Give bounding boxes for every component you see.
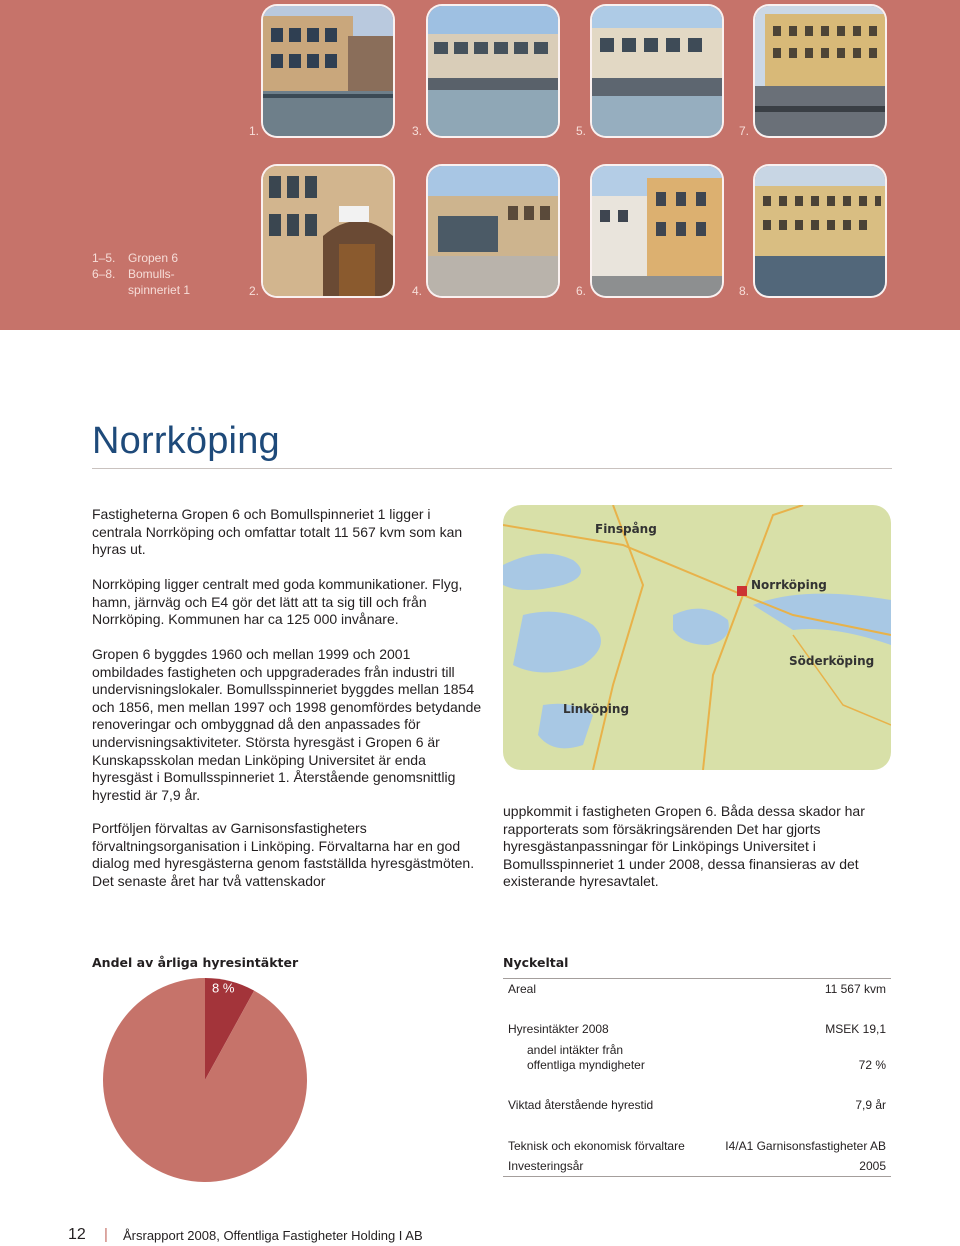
map-label-norrkoping: Norrköping <box>751 578 827 592</box>
row-andel-line1 <box>527 1043 886 1057</box>
pie-slice-1 <box>103 978 307 1182</box>
table-divider <box>503 978 891 979</box>
legend-value: spinneriet 1 <box>128 283 191 297</box>
paragraph-intro: Fastigheterna Gropen 6 och Bomullspinneriet 1 ligger i centrala Norrköping och omfattar totalt 11 567 kvm som kan hyras ut. <box>92 506 463 558</box>
norrkoping-marker <box>737 586 747 596</box>
photo-gropen-1 <box>263 6 393 136</box>
photo-gropen-2 <box>263 166 393 296</box>
table-bottom-rule <box>503 1176 891 1177</box>
rental-share-pie-chart <box>100 975 310 1185</box>
viktad-value: 7,9 år <box>855 1098 886 1112</box>
legend-key <box>92 282 128 298</box>
photo-number-6: 6. <box>576 284 587 298</box>
map-label-finspang: Finspång <box>595 522 657 536</box>
photo-bomull-8 <box>755 166 885 296</box>
paragraph-history: Gropen 6 byggdes 1960 och mellan 1999 och 2001 ombildades fastigheten och uppgraderades från industri till undervisningslokaler. Bomullsspinneriet byggdes mellan 1854 och 1856, men mellan 1997 och 1998 genomfördes betydande renoveringar och ombyggnad då den anpassades för undervisningsaktiviteter. Största hyresgäst i Gropen 6 är Kunskapsskolan medan Linköping Universitet är enda hyresgäst i Bomullsspinneriet 1. Återstående genomsnittlig hyrestid är 7,9 år. <box>92 646 482 803</box>
page-title: Norrköping <box>92 420 280 462</box>
andel-label-1: andel intäkter från <box>527 1043 624 1057</box>
areal-value: 11 567 kvm <box>824 982 886 996</box>
viktad-label: Viktad återstående hyrestid <box>508 1098 654 1112</box>
page-number: 12 <box>68 1226 86 1243</box>
andel-label-2: offentliga myndigheter <box>527 1058 645 1072</box>
title-divider <box>92 468 892 469</box>
forvaltare-value: I4/A1 Garnisonsfastigheter AB <box>725 1139 886 1153</box>
photo-gropen-5 <box>592 6 722 136</box>
row-areal <box>508 982 886 996</box>
paragraph-management: Portföljen förvaltas av Garnisonsfastigheters förvaltningsorganisation i Linköping. Förvaltarna har en god dialog med hyresgästerna genom fastställda hyresgästmöten. Det senaste året har två vattenskador <box>92 820 475 889</box>
row-viktad <box>508 1098 886 1112</box>
invest-value: 2005 <box>859 1159 886 1173</box>
photo-number-2: 2. <box>249 284 260 298</box>
legend-value: Gropen 6 <box>128 251 179 265</box>
photo-bomull-7 <box>755 6 885 136</box>
row-hyresintakter <box>508 1022 886 1036</box>
hyres-label: Hyresintäkter 2008 <box>508 1022 609 1036</box>
row-andel <box>527 1058 886 1072</box>
photo-number-7: 7. <box>739 124 750 138</box>
hyres-value: MSEK 19,1 <box>825 1022 886 1036</box>
forvaltare-label: Teknisk och ekonomisk förvaltare <box>508 1139 685 1153</box>
pie-slice-label: 8 % <box>212 980 235 996</box>
pie-title: Andel av årliga hyresintäkter <box>92 955 299 970</box>
photo-number-1: 1. <box>249 124 260 138</box>
invest-label: Investeringsår <box>508 1159 584 1173</box>
photo-gropen-4 <box>428 166 558 296</box>
photo-number-5: 5. <box>576 124 587 138</box>
photo-gropen-6 <box>592 166 722 296</box>
legend-key: 1–5. <box>92 251 116 265</box>
andel-value: 72 % <box>858 1058 886 1072</box>
nyckeltal-title: Nyckeltal <box>503 955 569 970</box>
photo-number-8: 8. <box>739 284 750 298</box>
row-investeringsar <box>508 1159 886 1173</box>
legend-key: 6–8. <box>92 267 116 281</box>
photo-gropen-3 <box>428 6 558 136</box>
footer-text: Årsrapport 2008, Offentliga Fastigheter Holding I AB <box>123 1228 423 1243</box>
paragraph-damages: uppkommit i fastigheten Gropen 6. Båda dessa skador har rapporterats som försäkringsärenden Det har gjorts hyresgästanpassningar för Linköpings Universitet i Bomullsspinneriet 1 under 2008, dessa finansieras av det existerande hyresavtalet. <box>503 803 865 890</box>
photo-number-4: 4. <box>412 284 423 298</box>
photo-number-3: 3. <box>412 124 423 138</box>
footer-separator: | <box>104 1226 108 1243</box>
map-label-soderkoping: Söderköping <box>789 654 875 668</box>
legend-value: Bomulls- <box>128 267 175 281</box>
region-map <box>503 505 891 770</box>
map-label-linkoping: Linköping <box>563 702 630 716</box>
areal-label: Areal <box>508 982 537 996</box>
row-forvaltare <box>508 1139 886 1153</box>
paragraph-communications: Norrköping ligger centralt med goda kommunikationer. Flyg, hamn, järnväg och E4 gör det lätt att ta sig till och från Norrköping. Kommunen har ca 125 000 invånare. <box>92 576 463 628</box>
photo-legend <box>92 250 190 298</box>
